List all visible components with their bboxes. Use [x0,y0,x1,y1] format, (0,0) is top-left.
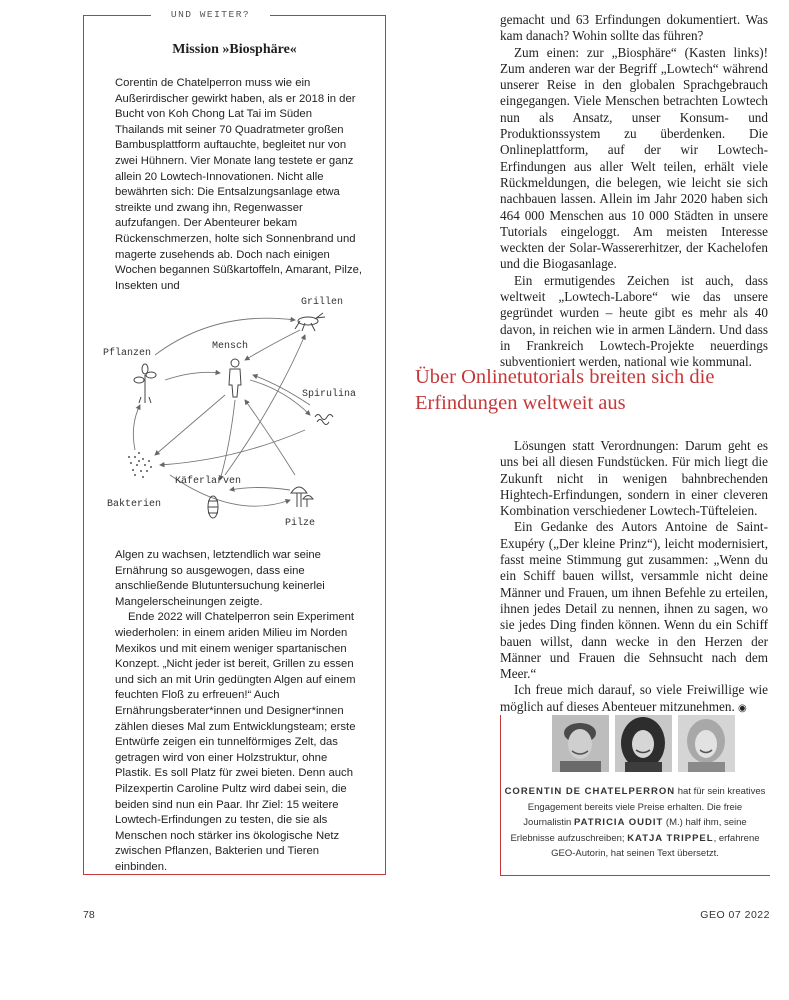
article-paragraph: Ein ermutigendes Zeichen ist auch, dass weltweit „Lowtech-Labore“ wie das unsere gegründet wurden – heute gibt es mehr als 40 davon, in reichen wie in armen Ländern. Und dass in Frankreich Lowtech-Projekte neuerdings subventioniert werden, national wie kommunal. [500,272,768,370]
label-kaeferlarven: Käferlarven [175,476,242,487]
author-credits [503,784,767,862]
label-mensch: Mensch [212,341,249,352]
author-photo-trippel [678,715,735,772]
box-kicker: UND WEITER? [170,9,251,20]
box-top-rule-left [83,15,151,16]
issue-label: GEO 07 2022 [700,909,770,921]
arrow-mensch-to-kaeferlarven [220,400,235,480]
arrow-pilze-to-kaeferlarven [230,488,290,491]
label-pilze: Pilze [285,518,316,529]
box-text-continued [115,548,363,875]
credit-name-chatelperron: CORENTIN DE CHATELPERRON [504,786,676,797]
label-spirulina: Spirulina [302,389,357,400]
closing-text: Ich freue mich darauf, so viele Freiwillige wie möglich auf dieses Abenteuer mitzunehmen. [500,682,768,714]
article-subheadline: Über Onlinetutorials breiten sich die Erfindungen weltweit aus [415,366,715,414]
arrow-kaeferlarven-to-grillen [225,335,305,475]
arrow-mensch-to-bakterien [155,395,225,455]
mushroom-icon [291,487,313,507]
biosphere-diagram [95,285,375,535]
plant-icon [134,364,156,403]
author-photo-chatelperron [552,715,609,772]
arrow-pflanzen-to-mensch [165,372,220,380]
article-closing-paragraph [500,682,768,717]
cricket-icon [295,313,325,331]
human-icon [229,359,241,397]
arrow-spirulina-to-bakterien [160,430,305,465]
box-paragraph-intro: Corentin de Chatelperron muss wie ein Außerirdischer gewirkt haben, als er 2018 in der Bucht von Koh Chong Lat Tai im Süden Thailands mit seiner 70 Quadratmeter großen Bambusplattform auftauchte, begleitet nur von zwei Hühnern. Vier Monate lang testete er ganz allein 20 Lowtech-Innovationen. Nicht alle bewährten sich: Die Entsalzungsanlage etwa streikte und zwang ihn, Regenwasser aufzufangen. Der Abenteurer bekam Rückenschmerzen, holte sich Sonnenbrand und magerte zusehends ab. Doch nach einigen Wochen begannen Süßkartoffeln, Amarant, Pilze, Insekten und [115,77,363,292]
author-photo-oudit [615,715,672,772]
credit-text: hat für sein kreatives Engagement bereits viele Preise erhalten. Die freie Journalistin [523,786,766,828]
larva-icon [208,496,218,518]
credits-divider [500,715,501,875]
box-paragraph: Algen zu wachsen, letztendlich war seine Ernährung so ausgewogen, dass eine anschließende Blutuntersuchung keinerlei Mangelerscheinungen zeigte. [115,549,325,608]
article-column-bottom [500,438,768,717]
author-photos [552,715,735,772]
article-paragraph: Zum einen: zur „Biosphäre“ (Kasten links)! Zum anderen war der Begriff „Lowtech“ während unserer Reise in den globalen Sprachgebrauch eingegangen. Viele Menschen betrachten Lowtech nun als Ansatz, unser Konsum- und Produktionssystem zu überdenken. Die Onlineplattform, auf der wir Lowtech-Erfindungen aus aller Welt teilen, erhält viele Rückmeldungen, die belegen, wie leicht sie sich nachbauen lassen. Allein im Jahr 2020 haben sich 464 000 Menschen aus 10 000 Städten in unsere Tutorials eingeloggt. Am meisten Interesse weckten der Solar-Wassererhitzer, der Kachelofen und die Biogasanlage. [500,44,768,272]
arrow-mensch-to-spirulina [250,380,310,415]
spirulina-icon [315,415,333,425]
box-title: Mission »Biosphäre« [172,42,297,57]
label-pflanzen: Pflanzen [103,348,152,359]
end-mark-icon: ◉ [738,702,747,714]
article-paragraph: Lösungen statt Verordnungen: Darum geht es uns bei all diesen Fundstücken. Für mich liegt die Zukunft nicht in wenigen bahnbrechenden Hightech-Erfindungen, sondern in einer cleveren Kombination verschiedener Lowtech-Tüfteleien. [500,438,768,519]
credit-name-trippel: KATJA TRIPPEL [627,832,714,844]
article-paragraph: Ein Gedanke des Autors Antoine de Saint-Exupéry („Der kleine Prinz“), leicht modernisiert, fasst meine Stimmung gut zusammen: „Wenn du ein Schiff bauen willst, versammle nicht deine Männer und Frauen, um ihnen Befehle zu erteilen, ihnen jedes Detail zu nennen, ihnen zu sagen, wo sie jedes Ding finden können. Wenn du ein Schiff bauen willst, dann wecke in den Herzen der Männer und Frauen die Sehnsucht nach dem Meer.“ [500,519,768,682]
box-top-rule-right [270,15,386,16]
article-paragraph: gemacht und 63 Erfindungen dokumentiert. Was kam danach? Wohin sollte das führen? [500,12,768,44]
credit-text: , erfahrene GEO-Autorin, hat seinen Text übersetzt. [551,832,760,859]
box-paragraph: Ende 2022 will Chatelperron sein Experiment wiederholen: in einem ariden Milieu im Norden Mexikos und mit einem weniger spartanischen Konzept. „Nicht jeder ist bereit, Grillen zu essen und sich an mit Urin gedüngten Algen auf einem feuchten Floß zu erfreuen!“ Auch Ernährungsberater*innen und Designer*innen zählen dieses Mal zum Entwicklungsteam; erste Entwürfe zeigen ein tunnelförmiges Zelt, das getragen wird von einer Holzstruktur, ohne Plastik. Es soll Platz für zwei bieten. Denn auch Pilzexpertin Caroline Pultz wird dabei sein, die beiden sind nun ein Paar. Ihr Ziel: 15 weitere Lowtech-Erfindungen zu testen, die sie als Menschen noch stärker ins ökologische Netz zwischen Pflanzen, Bakterien und Tieren einbinden. [115,611,356,873]
credit-name-oudit: PATRICIA OUDIT [573,817,664,828]
credit-text: (M.) half ihm, seine Erlebnisse aufzuschreiben; [510,817,747,844]
arrow-bakterien-to-pflanzen [133,405,140,450]
page-number: 78 [83,909,95,921]
credits-bottom-rule [500,875,770,876]
label-bakterien: Bakterien [107,499,162,510]
arrow-grillen-to-mensch [245,330,300,360]
label-grillen: Grillen [301,297,344,308]
article-column-top [500,12,768,371]
bacteria-icon [128,452,152,478]
